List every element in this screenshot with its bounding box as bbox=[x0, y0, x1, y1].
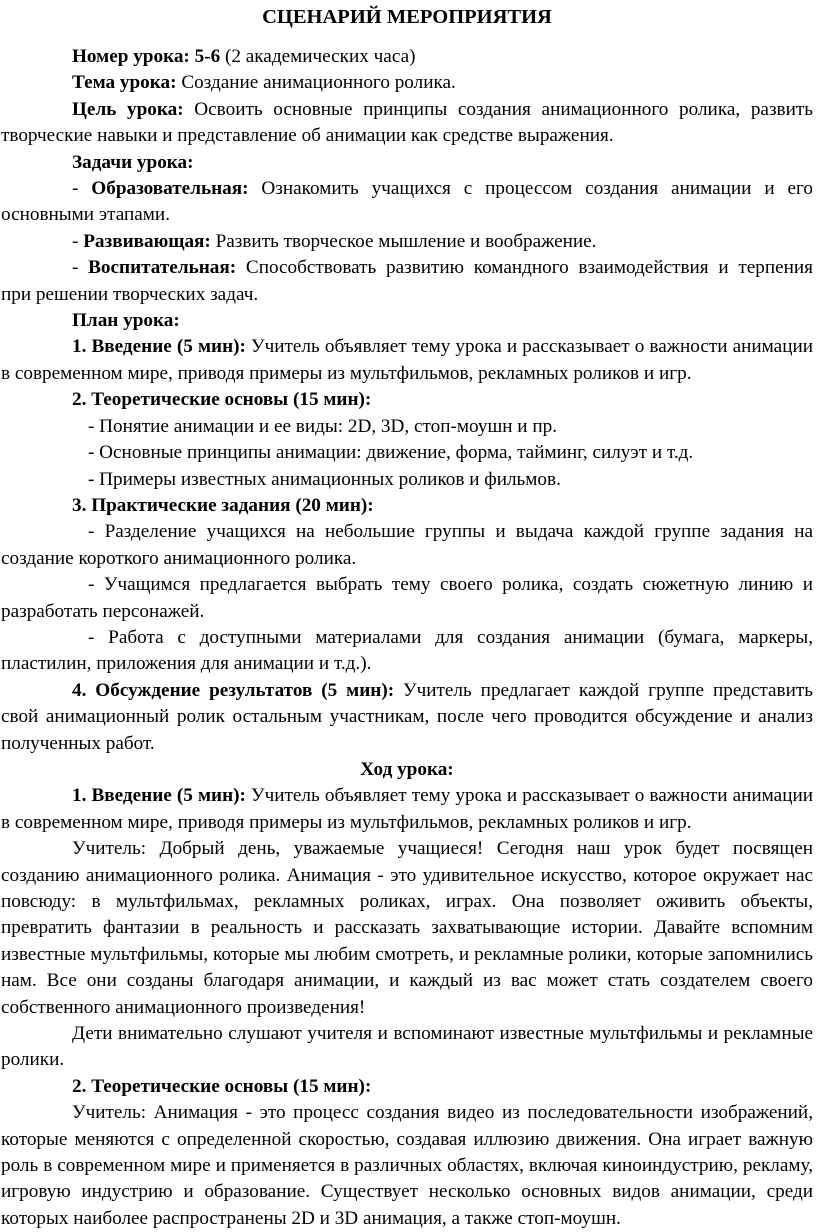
lesson-number-text: (2 академических часа) bbox=[220, 46, 416, 67]
lesson-number-label: Номер урока: 5-6 bbox=[72, 46, 221, 67]
plan-theory-item: - Примеры известных анимационных роликов и фильмов. bbox=[88, 468, 561, 490]
tasks-heading: Задачи урока: bbox=[72, 151, 194, 173]
lesson-topic bbox=[1, 70, 813, 96]
teacher-speech: Учитель: Добрый день, уважаемые учащиеся! Сегодня наш урок будет посвящен созданию анимационного ролика. Анимация - это удивительное искусство, которое окружает нас повсюду: в мультфильмах, рекламных роликах, играх. Она позволяет оживить объекты, превратить фантазии в реальность и рассказать захватывающие истории. Давайте вспомним известные мультфильмы, которые мы любим смотреть, и рекламные ролики, которые запомнились нам. Все они созданы благодаря анимации, и каждый из вас может стать создателем своего собственного анимационного произведения! bbox=[1, 838, 813, 1018]
course-intro bbox=[1, 783, 813, 836]
task-developing-text: Развить творческое мышление и воображение. bbox=[210, 230, 597, 252]
task-upbringing: - Воспитательная: Способствовать развитию командного взаимодействия и терпения при решении творческих задач. bbox=[1, 257, 813, 305]
plan-discussion-label: 4. Обсуждение результатов (5 мин): bbox=[72, 679, 395, 701]
document-title: СЦЕНАРИЙ МЕРОПРИЯТИЯ bbox=[262, 6, 552, 28]
plan-practice-heading: 3. Практические задания (20 мин): bbox=[72, 494, 374, 516]
plan-intro-text: Учитель объявляет тему урока и рассказывает о важности анимации в современном мире, приводя примеры из мультфильмов, рекламных роликов и игр. bbox=[1, 336, 814, 384]
course-intro-text: Учитель объявляет тему урока и рассказывает о важности анимации в современном мире, приводя примеры из мультфильмов, рекламных роликов и игр. bbox=[1, 785, 814, 833]
plan-practice-item: - Учащимся предлагается выбрать тему своего ролика, создать сюжетную линию и разработать персонажей. bbox=[1, 574, 813, 622]
plan-theory-heading: 2. Теоретические основы (15 мин): bbox=[72, 389, 372, 411]
plan-practice-item: - Работа с доступными материалами для создания анимации (бумага, маркеры, пластилин, приложения для анимации и т.д.). bbox=[1, 626, 813, 675]
plan-intro-label: 1. Введение (5 мин): bbox=[72, 336, 246, 358]
task-educational: - Образовательная: Ознакомить учащихся с процессом создания анимации и его основными этапами. bbox=[1, 178, 814, 226]
plan-heading: План урока: bbox=[72, 310, 180, 332]
plan-theory-item: - Основные принципы анимации: движение, форма, тайминг, силуэт и т.д. bbox=[88, 442, 694, 464]
lesson-goal-text: Освоить основные принципы создания анимационного ролика, развить творческие навыки и представление об анимации как средстве выражения. bbox=[1, 98, 813, 147]
plan-discussion-text: Учитель предлагает каждой группе представить свой анимационный ролик остальным участникам, после чего проводится обсуждение и анализ полученных работ. bbox=[1, 679, 813, 754]
plan-practice-item: - Разделение учащихся на небольшие группы и выдача каждой группе задания на создание короткого анимационного ролика. bbox=[1, 521, 813, 569]
plan-intro bbox=[1, 334, 813, 387]
course-heading: Ход урока: bbox=[360, 758, 454, 780]
task-upbringing-text: Способствовать развитию командного взаимодействия и терпения при решении творческих задач. bbox=[1, 257, 813, 305]
task-developing: - Развивающая: Развить творческое мышление и воображение. bbox=[72, 230, 597, 252]
lesson-number bbox=[1, 44, 813, 70]
plan-theory-item: - Понятие анимации и ее виды: 2D, 3D, стоп-моушн и пр. bbox=[88, 415, 558, 437]
task-educational-label: Образовательная: bbox=[91, 178, 249, 200]
children-action: Дети внимательно слушают учителя и вспоминают известные мультфильмы и рекламные ролики. bbox=[1, 1023, 813, 1071]
course-theory-heading: 2. Теоретические основы (15 мин): bbox=[72, 1075, 372, 1097]
task-educational-text: Ознакомить учащихся с процессом создания анимации и его основными этапами. bbox=[1, 178, 814, 226]
lesson-topic-text: Создание анимационного ролика. bbox=[176, 72, 456, 94]
lesson-goal-label: Цель урока: bbox=[72, 98, 184, 120]
task-developing-label: Развивающая: bbox=[83, 230, 211, 252]
plan-discussion bbox=[1, 678, 813, 757]
lesson-topic-label: Тема урока: bbox=[72, 72, 177, 94]
teacher-speech: Учитель: Анимация - это процесс создания видео из последовательности изображений, которые меняются с определенной скоростью, создавая иллюзию движения. Она играет важную роль в современном мире и применяется в различных областях, включая киноиндустрию, рекламу, игровую индустрию и образование. Существует несколько основных видов анимации, среди которых наиболее распространены 2D и 3D анимация, а также стоп-моушн. bbox=[1, 1102, 813, 1229]
task-upbringing-label: Воспитательная: bbox=[88, 257, 237, 279]
lesson-goal bbox=[1, 97, 813, 150]
course-intro-label: 1. Введение (5 мин): bbox=[72, 785, 246, 807]
